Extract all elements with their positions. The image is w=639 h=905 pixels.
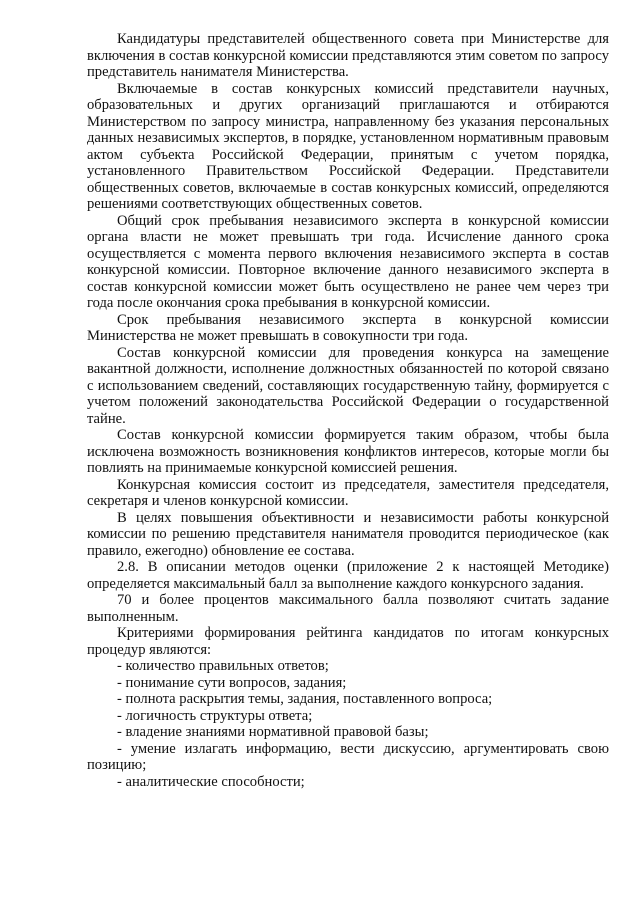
criteria-intro: Критериями формирования рейтинга кандидатов по итогам конкурсных процедур являются: (87, 625, 609, 658)
document-page (87, 31, 609, 790)
list-item: - владение знаниями нормативной правовой базы; (117, 724, 429, 740)
list-item: - логичность структуры ответа; (117, 707, 313, 724)
paragraph: Состав конкурсной комиссии формируется таким образом, чтобы была исключена возможность возникновения конфликтов интересов, которые могли бы повлиять на принимаемые конкурсной комиссией решения. (87, 427, 609, 476)
section-paragraph-2-8: 2.8. В описании методов оценки (приложение 2 к настоящей Методике) определяется максимальный балл за выполнение каждого конкурсного задания. (87, 559, 609, 592)
paragraph: Состав конкурсной комиссии для проведения конкурса на замещение вакантной должности, исполнение должностных обязанностей по которой связано с использованием сведений, составляющих государственную тайну, формируется с учетом положений законодательства Российской Федерации о государственной тайне. (87, 344, 609, 427)
paragraph: Конкурсная комиссия состоит из председателя, заместителя председателя, секретаря и членов конкурсной комиссии. (87, 476, 609, 509)
list-item: - количество правильных ответов; (117, 658, 329, 674)
paragraph: 70 и более процентов максимального балла позволяют считать задание выполненным. (87, 592, 609, 625)
paragraph: Включаемые в состав конкурсных комиссий представители научных, образовательных и других организаций приглашаются и отбираются Министерством по запросу министра, направленному без указания персональных данных независимых экспертов, в порядке, установленном нормативным правовым актом субъекта Российской Федерации, принятым с учетом порядка, установленного Правительством Российской Федерации. Представители общественных советов, включаемые в состав конкурсных комиссий, определяются решениями соответствующих общественных советов. (87, 80, 609, 212)
paragraph: Общий срок пребывания независимого эксперта в конкурсной комиссии органа власти не может превышать три года. Исчисление данного срока осуществляется с момента первого включения независимого эксперта в состав конкурсной комиссии. Повторное включение данного независимого эксперта в состав конкурсной комиссии может быть осуществлено не ранее чем через три года после окончания срока пребывания в конкурсной комиссии. (87, 212, 609, 311)
paragraph: В целях повышения объективности и независимости работы конкурсной комиссии по решению представителя нанимателя проводится периодическое (как правило, ежегодно) обновление ее состава. (87, 509, 609, 559)
list-item: - умение излагать информацию, вести дискуссию, аргументировать свою позицию; (87, 740, 609, 773)
paragraph: Срок пребывания независимого эксперта в конкурсной комиссии Министерства не может превышать в совокупности три года. (87, 311, 609, 344)
list-item: - аналитические способности; (117, 773, 305, 790)
paragraph: Кандидатуры представителей общественного совета при Министерстве для включения в состав конкурсной комиссии представляются этим советом по запросу представитель нанимателя Министерства. (87, 31, 609, 80)
list-item: - полнота раскрытия темы, задания, поставленного вопроса; (117, 691, 493, 707)
criteria-list (87, 658, 609, 790)
list-item: - понимание сути вопросов, задания; (117, 674, 347, 691)
